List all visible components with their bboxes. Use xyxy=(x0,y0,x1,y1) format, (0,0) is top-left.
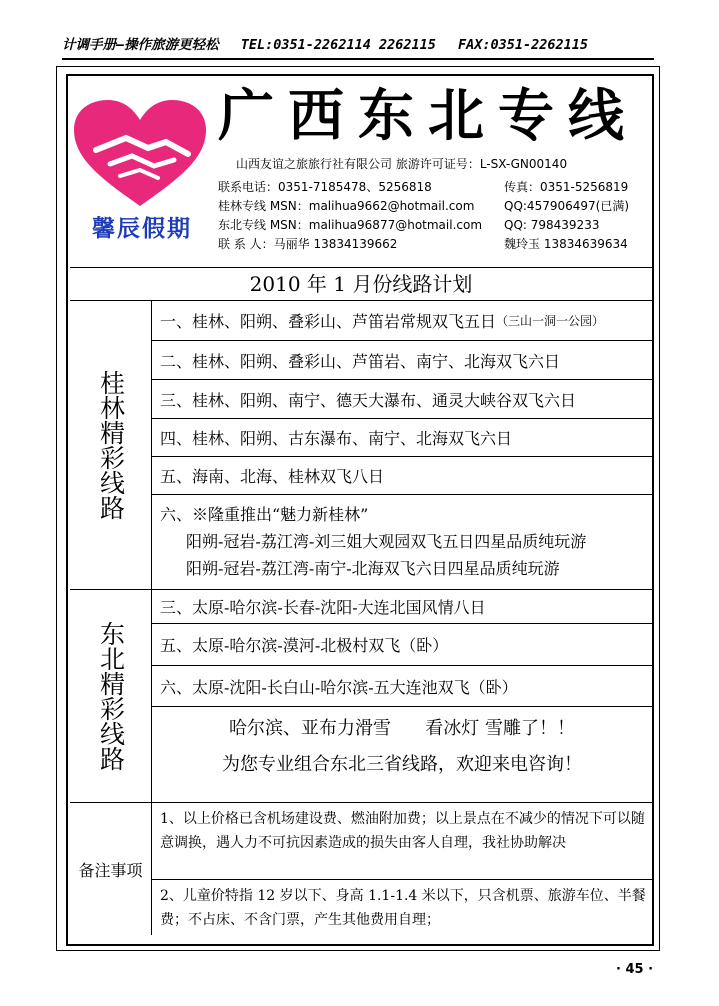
route-text: 三、桂林、阳朔、南宁、德天大瀑布、通灵大峡谷双飞六日 xyxy=(160,390,577,410)
route-text: 五、太原-哈尔滨-漠河-北极村双飞（卧） xyxy=(160,636,449,655)
route-row xyxy=(152,419,652,457)
route-text: 三、太原-哈尔滨-长春-沈阳-大连北国风情八日 xyxy=(160,598,486,617)
route-text: 五、海南、北海、桂林双飞八日 xyxy=(160,467,385,486)
route-note: （三山一洞一公园） xyxy=(496,314,605,328)
contact-guilin-msn: 桂林专线 MSN：malihua9662@hotmail.com xyxy=(218,199,475,213)
header-bar xyxy=(62,36,654,60)
special-route-row xyxy=(152,495,652,590)
notes-label: 备注事项 xyxy=(70,803,152,935)
special-line-1: 阳朔-冠岩-荔江湾-刘三姐大观园双飞五日四星品质纯玩游 xyxy=(186,532,587,551)
note-item: 2、儿童价特指 12 岁以下、身高 1.1-1.4 米以下，只含机票、旅游车位、半餐费；不占床、不含门票，产生其他费用自理； xyxy=(160,888,646,928)
promo-line-2: 为您专业组合东北三省线路，欢迎来电咨询！ xyxy=(222,754,582,775)
contact-phone: 联系电话：0351-7185478、5256818 xyxy=(218,180,432,194)
route-row xyxy=(152,624,652,666)
contact-person-2: 魏玲玉 13834639634 xyxy=(504,237,628,251)
promo-line-1: 哈尔滨、亚布力滑雪 看冰灯 雪雕了！！ xyxy=(228,718,576,739)
contact-person-1: 联 系 人：马丽华 13834139662 xyxy=(218,237,398,251)
route-text: 四、桂林、阳朔、古东瀑布、南宁、北海双飞六日 xyxy=(160,429,513,448)
note-item: 1、以上价格已含机场建设费、燃油附加费；以上景点在不减少的情况下可以随意调换，遇人力不可抗因素造成的损失由客人自理，我社协助解决 xyxy=(152,803,652,880)
company-line: 山西友谊之旅旅行社有限公司 旅游许可证号：L-SX-GN00140 xyxy=(236,157,568,171)
header-tel: TEL:0351-2262114 2262115 xyxy=(240,37,436,53)
contact-dongbei-msn: 东北专线 MSN：malihua96877@hotmail.com xyxy=(218,218,483,232)
route-row xyxy=(152,590,652,624)
page-title: 广西东北专线 xyxy=(218,83,638,149)
route-row xyxy=(152,666,652,707)
guilin-group-label: 桂林精彩线路 xyxy=(70,301,152,590)
plan-title: 2010 年 1 月份线路计划 xyxy=(70,267,652,301)
route-text: 二、桂林、阳朔、叠彩山、芦笛岩、南宁、北海双飞六日 xyxy=(160,351,561,371)
contact-fax: 传真：0351-5256819 xyxy=(504,180,629,194)
header-fax: FAX:0351-2262115 xyxy=(458,37,589,53)
promo-box xyxy=(152,707,652,803)
header-slogan: 计调手册—操作旅游更轻松 xyxy=(62,37,219,53)
special-headline: 六、※隆重推出“魅力新桂林” xyxy=(160,505,369,524)
route-row xyxy=(152,341,652,380)
brand-logo-text: 馨辰假期 xyxy=(92,215,192,242)
special-line-2: 阳朔-冠岩-荔江湾-南宁-北海双飞六日四星品质纯玩游 xyxy=(186,559,560,578)
dongbei-group-label: 东北精彩线路 xyxy=(70,590,152,803)
route-text: 六、太原-沈阳-长白山-哈尔滨-五大连池双飞（卧） xyxy=(160,677,518,697)
contact-guilin-qq: QQ:457906497(已满) xyxy=(504,199,630,213)
page-number: · 45 · xyxy=(616,962,654,977)
heart-handshake-logo-icon xyxy=(70,98,210,210)
contact-dongbei-qq: QQ: 798439233 xyxy=(504,218,600,232)
route-text: 一、桂林、阳朔、叠彩山、芦笛岩常规双飞五日 xyxy=(160,312,497,331)
route-row xyxy=(152,301,652,341)
route-row xyxy=(152,457,652,495)
route-row xyxy=(152,380,652,419)
